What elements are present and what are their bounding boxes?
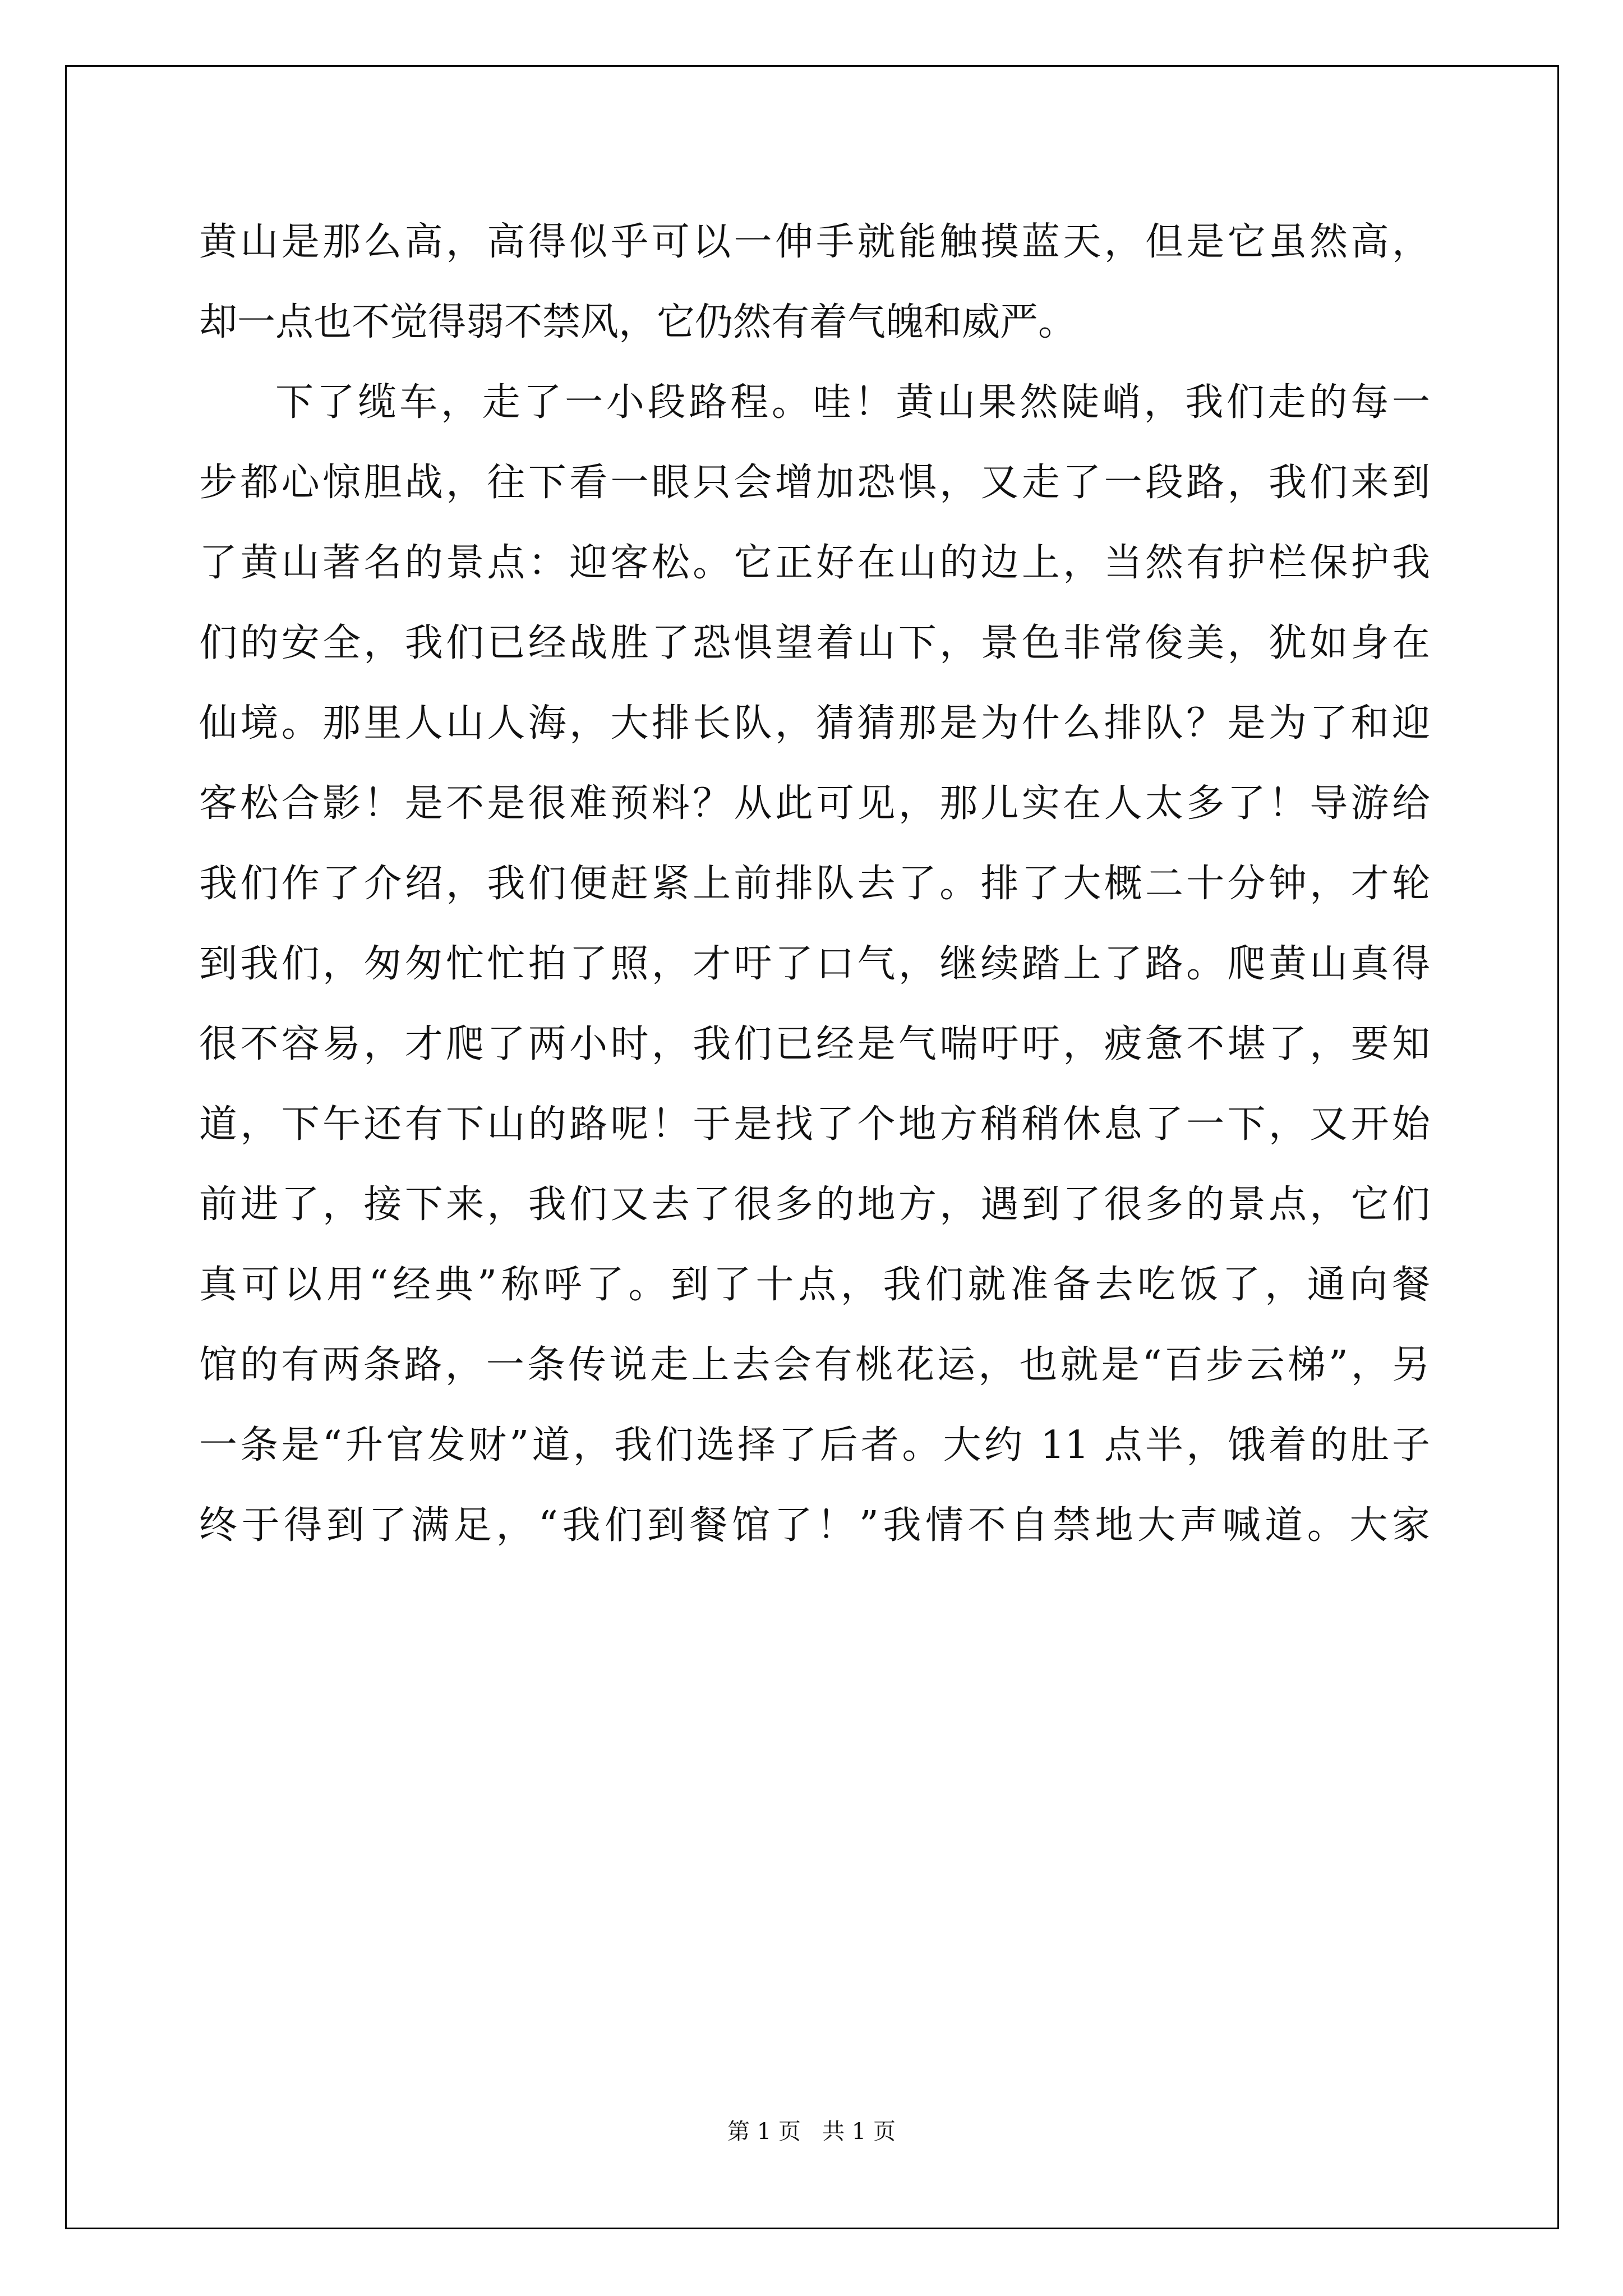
text-line-16: 一条是“升官发财”道，我们选择了后者。大约 11 点半，饿着的肚子	[199, 1423, 1430, 1467]
text-line-15: 馆的有两条路，一条传说走上去会有桃花运，也就是“百步云梯”，另	[199, 1343, 1430, 1387]
text-line-12: 道，下午还有下山的路呢！于是找了个地方稍稍休息了一下，又开始	[199, 1102, 1430, 1147]
text-line-6: 们的安全，我们已经战胜了恐惧望着山下，景色非常俊美，犹如身在	[199, 621, 1430, 665]
text-line-17: 终于得到了满足，“我们到餐馆了！”我情不自禁地大声喊道。大家	[199, 1503, 1430, 1548]
text-line-3: 下了缆车，走了一小段路程。哇！黄山果然陡峭，我们走的每一	[275, 380, 1430, 425]
text-line-10: 到我们，匆匆忙忙拍了照，才吁了口气，继续踏上了路。爬黄山真得	[199, 942, 1430, 986]
text-line-13: 前进了，接下来，我们又去了很多的地方，遇到了很多的景点，它们	[199, 1182, 1430, 1227]
text-line-5: 了黄山著名的景点：迎客松。它正好在山的边上，当然有护栏保护我	[199, 541, 1430, 585]
document-body	[199, 202, 1430, 1566]
text-line-4: 步都心惊胆战，往下看一眼只会增加恐惧，又走了一段路，我们来到	[199, 461, 1430, 505]
text-line-9: 我们作了介绍，我们便赶紧上前排队去了。排了大概二十分钟，才轮	[199, 862, 1430, 906]
text-line-7: 仙境。那里人山人海，大排长队，猜猜那是为什么排队？是为了和迎	[199, 701, 1430, 746]
text-line-1: 黄山是那么高，高得似乎可以一伸手就能触摸蓝天，但是它虽然高，	[199, 220, 1430, 264]
text-line-8: 客松合影！是不是很难预料？从此可见，那儿实在人太多了！导游给	[199, 781, 1430, 826]
text-line-2: 却一点也不觉得弱不禁风，它仍然有着气魄和威严。	[199, 300, 1077, 344]
page-footer: 第 1 页 共 1 页	[727, 2119, 896, 2145]
text-line-14: 真可以用“经典”称呼了。到了十点，我们就准备去吃饭了，通向餐	[199, 1263, 1430, 1307]
text-line-11: 很不容易，才爬了两小时，我们已经是气喘吁吁，疲惫不堪了，要知	[199, 1022, 1430, 1066]
